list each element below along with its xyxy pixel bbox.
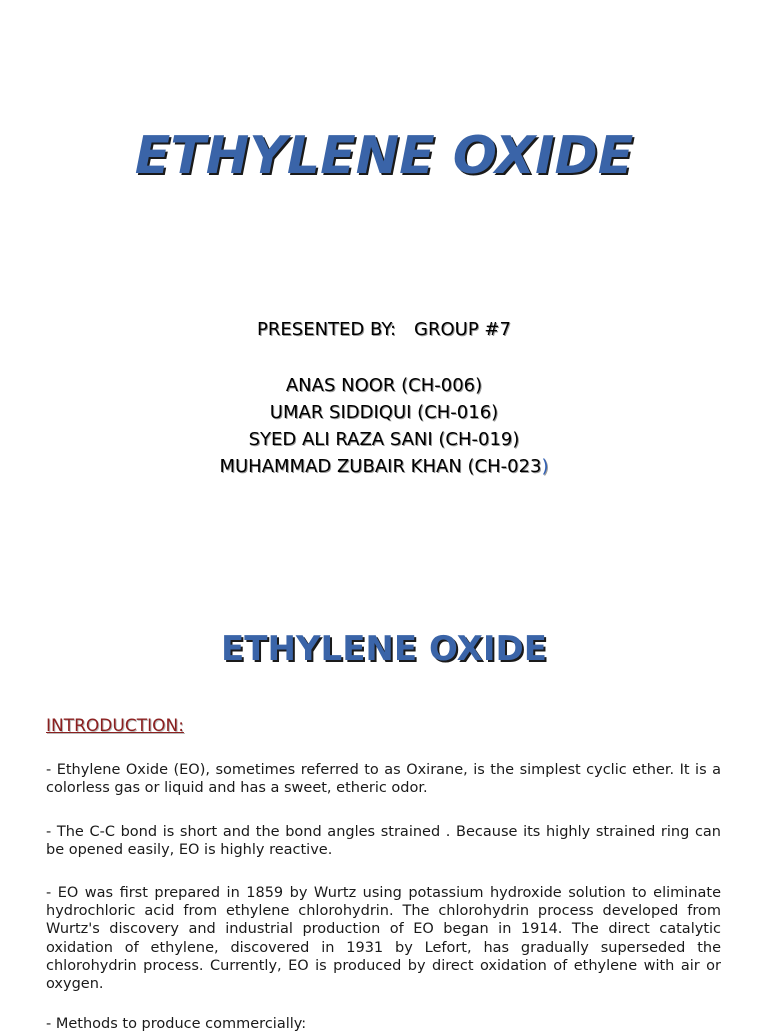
slide-1-title: ETHYLENE OXIDE (134, 126, 634, 186)
member-last-text: MUHAMMAD ZUBAIR KHAN (CH-023 (219, 456, 542, 477)
member-list (0, 372, 768, 480)
paragraph: - Ethylene Oxide (EO), sometimes referred to as Oxirane, is the simplest cyclic ether. It is a colorless gas or liquid and has a sweet, etheric odor. (46, 762, 721, 797)
member-last-paren: ) (541, 456, 549, 477)
introduction-heading: INTRODUCTION: (46, 716, 184, 736)
presented-by-label: PRESENTED BY: (257, 319, 397, 340)
presented-by-line (0, 318, 768, 342)
group-number: GROUP #7 (414, 319, 511, 340)
member-item: SYED ALI RAZA SANI (CH-019) (248, 429, 520, 450)
paragraph: - EO was first prepared in 1859 by Wurtz using potassium hydroxide solution to eliminate hydrochloric acid from ethylene chlorohydrin. The chlorohydrin process developed from Wurtz's discovery and industrial production of EO began in 1914. The direct catalytic oxidation of ethylene, discovered in 1931 by Lefort, has gradually superseded the chlorohydrin process. Currently, EO is produced by direct oxidation of ethylene with air or oxygen. (46, 885, 721, 993)
member-item: ANAS NOOR (CH-006) (285, 375, 483, 396)
paragraph: - Methods to produce commercially: (46, 1016, 307, 1032)
paragraph: - The C-C bond is short and the bond angles strained . Because its highly strained ring can be opened easily, EO is highly reactive. (46, 824, 721, 859)
slide-2-title: ETHYLENE OXIDE (221, 629, 547, 669)
member-item: UMAR SIDDIQUI (CH-016) (269, 402, 499, 423)
member-item-last (0, 453, 768, 480)
